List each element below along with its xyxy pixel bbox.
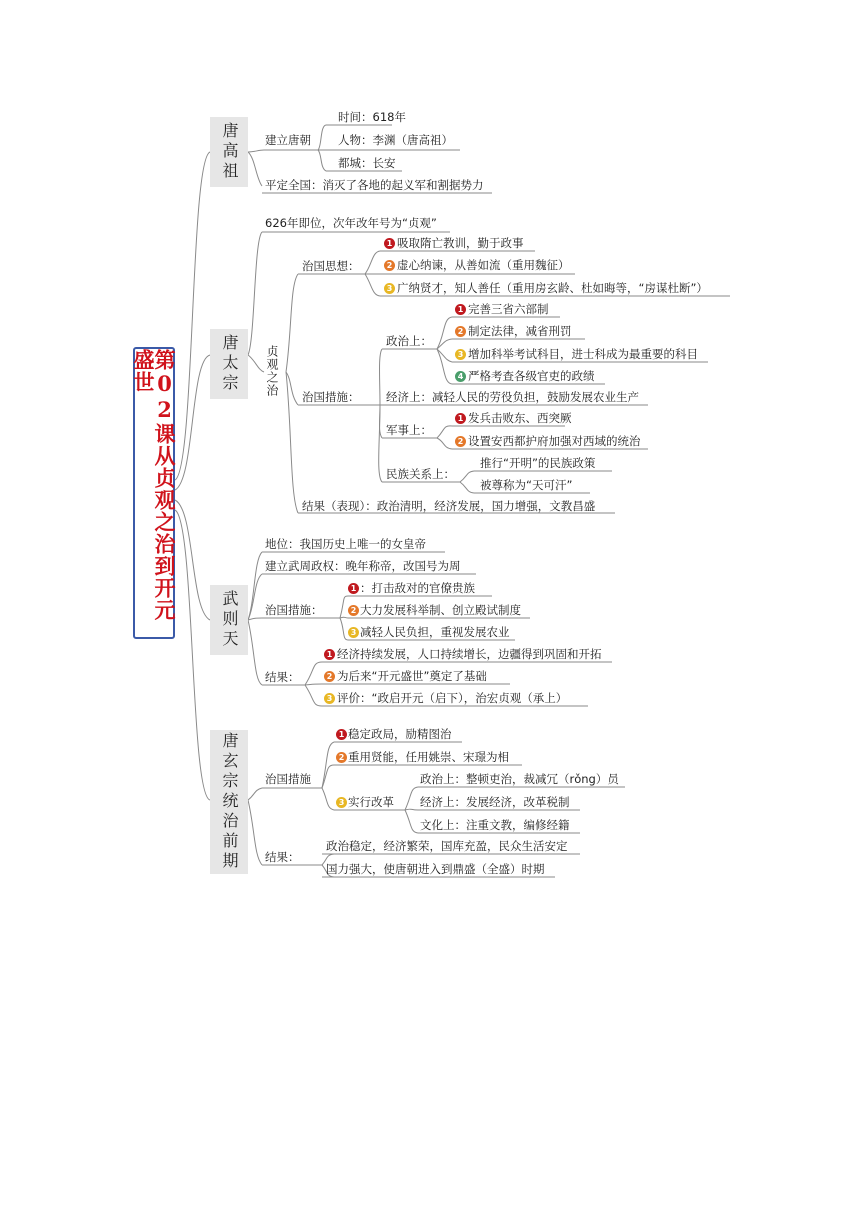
badge-1: 1 [384,238,395,249]
ethnic-item: 推行“开明”的民族政策 [480,456,596,470]
military-label: 军事上： [386,423,432,437]
wuzetian-result-label: 结果： [265,670,300,684]
economy-item: 经济上：减轻人民的劳役负担，鼓励发展农业生产 [386,390,639,404]
wuzetian-measures-label: 治国措施： [265,603,323,617]
taizong-result: 结果（表现）：政治清明，经济发展，国力增强，文教昌盛 [302,499,596,513]
badge-2: 2 [336,752,347,763]
found-time: 时间：618年 [338,110,406,124]
xuanzong-measures-label: 治国措施 [265,772,311,786]
wuzetian-measure: 减轻人民负担，重视发展农业 [360,625,510,639]
measures-label: 治国措施： [302,390,360,404]
badge-3: 3 [348,627,359,638]
emperor-xuanzong-label: 唐玄宗统治前期 [220,732,239,872]
wuzetian-regime: 建立武周政权：晚年称帝，改国号为周 [265,559,461,573]
reform-item: 经济上：发展经济，改革税制 [420,795,570,809]
badge-4: 4 [455,371,466,382]
wuzetian-result: 经济持续发展，人口持续增长，边疆得到巩固和开拓 [337,647,602,661]
politics-item: 制定法律，减省刑罚 [468,324,572,338]
military-item: 设置安西都护府加强对西域的统治 [468,434,641,448]
politics-item: 完善三省六部制 [468,302,549,316]
ethnic-label: 民族关系上： [386,467,455,481]
wuzetian-status: 地位：我国历史上唯一的女皇帝 [265,537,426,551]
wuzetian-result: 为后来“开元盛世”奠定了基础 [337,669,487,683]
emperor-wuzetian-label: 武则天 [220,590,239,650]
lesson-title: 第02课从贞观之治到开元盛世 [131,349,177,621]
zhenguan-label: 贞观之治 [265,345,279,397]
taizong-accession: 626年即位，次年改年号为“贞观” [265,216,437,230]
reform-item: 政治上：整顿吏治，裁减冗（rǒng）员 [420,772,619,786]
xuanzong-measure: 重用贤能，任用姚崇、宋璟为相 [348,750,509,764]
lesson-title-box [133,347,175,639]
emperor-gaozu-label: 唐高祖 [220,122,239,182]
politics-item: 增加科举考试科目，进士科成为最重要的科目 [468,347,698,361]
found-capital: 都城：长安 [338,156,396,170]
xuanzong-result: 政治稳定，经济繁荣，国库充盈，民众生活安定 [326,839,568,853]
xuanzong-measure: 稳定政局，励精图治 [348,727,452,741]
thought-item: 吸取隋亡教训，勤于政事 [397,236,524,250]
politics-label: 政治上： [386,334,432,348]
emperor-gaozu [210,117,248,187]
badge-2: 2 [455,436,466,447]
badge-3: 3 [384,283,395,294]
wuzetian-measure: 大力发展科举制、创立殿试制度 [360,603,521,617]
badge-1: 1 [348,583,359,594]
reform-item: 文化上：注重文教，编修经籍 [420,818,570,832]
xuanzong-result-label: 结果： [265,850,300,864]
reform-label: 实行改革 [348,795,394,809]
badge-1: 1 [336,729,347,740]
badge-1: 1 [455,304,466,315]
found-tang-label: 建立唐朝 [265,133,311,147]
badge-2: 2 [324,671,335,682]
emperor-wuzetian [210,585,248,655]
unify-country: 平定全国：消灭了各地的起义军和割据势力 [265,178,484,192]
emperor-taizong [210,329,248,399]
xuanzong-result: 国力强大，使唐朝进入到鼎盛（全盛）时期 [326,862,545,876]
badge-3: 3 [336,797,347,808]
badge-2: 2 [455,326,466,337]
badge-1: 1 [324,649,335,660]
badge-2: 2 [348,605,359,616]
badge-3: 3 [455,349,466,360]
badge-1: 1 [455,413,466,424]
military-item: 发兵击败东、西突厥 [468,411,572,425]
ethnic-item: 被尊称为“天可汗” [480,478,573,492]
found-person: 人物：李渊（唐高祖） [338,133,453,147]
wuzetian-result: 评价：“政启开元（启下），治宏贞观（承上） [337,691,568,705]
wuzetian-measure: ：打击敌对的官僚贵族 [360,581,475,595]
thought-label: 治国思想： [302,259,360,273]
badge-3: 3 [324,693,335,704]
emperor-xuanzong [210,730,248,874]
badge-2: 2 [384,260,395,271]
thought-item: 广纳贤才，知人善任（重用房玄龄、杜如晦等，“房谋杜断”） [397,281,708,295]
emperor-taizong-label: 唐太宗 [220,334,239,394]
thought-item: 虚心纳谏，从善如流（重用魏征） [397,258,570,272]
politics-item: 严格考查各级官吏的政绩 [468,369,595,383]
